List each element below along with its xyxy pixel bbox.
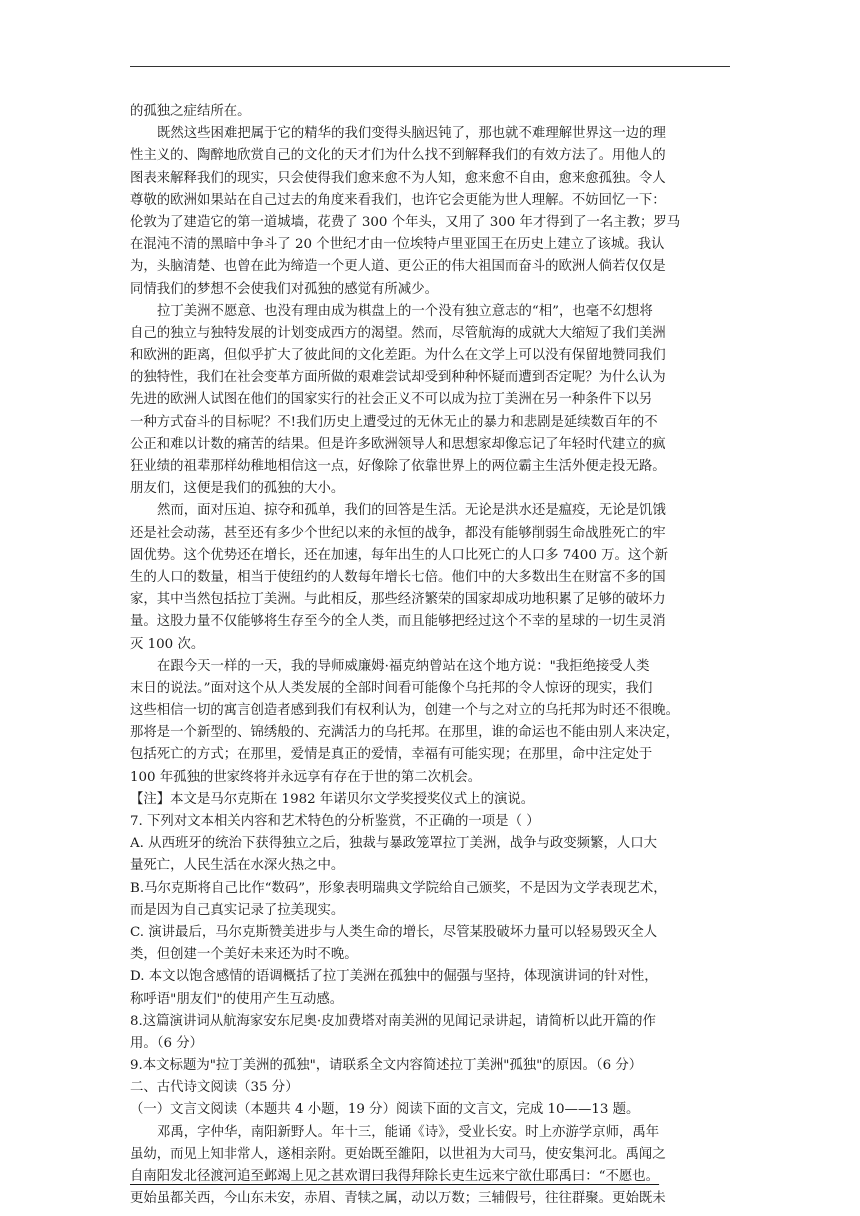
text-line: 家，其中当然包括拉丁美洲。与此相反，那些经济繁荣的国家却成功地积累了足够的破坏力	[130, 592, 666, 608]
text-line: 同情我们的梦想不会使我们对孤独的感觉有所减少。	[130, 281, 438, 297]
text-line: 而是因为自己真实记录了拉美现实。	[130, 902, 345, 918]
text-line: C. 演讲最后，马尔克斯赞美进步与人类生命的增长，尽管某股破坏力量可以轻易毁灭全人	[130, 924, 658, 940]
text-line: 9.本文标题为"拉丁美洲的孤独"，请联系全文内容简述拉丁美洲"孤独"的原因。（6 分）	[130, 1058, 643, 1074]
text-line: 用。（6 分）	[130, 1035, 204, 1051]
text-line: 公正和难以计数的痛苦的结果。但是许多欧洲领导人和思想家却像忘记了年轻时代建立的疯	[130, 436, 666, 452]
text-line: 在跟今天一样的一天，我的导师威廉姆·福克纳曾站在这个地方说："我拒绝接受人类	[157, 658, 650, 674]
text-line: 这些相信一切的寓言创造者感到我们有权利认为，创建一个与之对立的乌托邦为时还不很晚。	[130, 703, 680, 719]
text-line: 称呼语"朋友们"的使用产生互动感。	[130, 991, 344, 1007]
text-line: 100 年孤独的世家终将并永远享有存在于世的第二次机会。	[130, 769, 482, 785]
text-line: 在混沌不清的黑暗中争斗了 20 个世纪才由一位埃特卢里亚国王在历史上建立了该城。我认	[130, 237, 665, 253]
text-line: 一种方式奋斗的目标呢？不!我们历史上遭受过的无休无止的暴力和悲剧是延续数百年的不	[130, 414, 658, 430]
text-line: 拉丁美洲不愿意、也没有理由成为棋盘上的一个没有独立意志的“相”，也毫不幻想将	[157, 303, 653, 319]
text-line: 性主义的、陶醉地欣赏自己的文化的天才们为什么找不到解释我们的有效方法了。用他人的	[130, 148, 666, 164]
text-line: （一）文言文阅读（本题共 4 小题，19 分）阅读下面的文言文，完成 10——13 题。	[130, 1102, 640, 1118]
text-line: 7. 下列对文本相关内容和艺术特色的分析鉴赏，不正确的一项是（ ）	[130, 814, 540, 829]
text-line: 图表来解释我们的现实，只会使得我们愈来愈不为人知，愈来愈不自由，愈来愈孤独。令人	[130, 170, 666, 186]
text-line: 8.这篇演讲词从航海家安东尼奥·皮加费塔对南美洲的见闻记录讲起，请简析以此开篇的作	[130, 1013, 656, 1029]
text-line: 为，头脑清楚、也曾在此为缔造一个更人道、更公正的伟大祖国而奋斗的欧洲人倘若仅仅是	[130, 259, 666, 275]
text-line: B.马尔克斯将自己比作“数码”，形象表明瑞典文学院给自己颁奖，不是因为文学表现艺术，	[130, 880, 667, 896]
text-line: 【注】本文是马尔克斯在 1982 年诺贝尔文学奖授奖仪式上的演说。	[130, 791, 535, 807]
text-line: 量死亡，人民生活在水深火热之中。	[130, 858, 345, 874]
text-line: 末日的说法。”面对这个从人类发展的全部时间看可能像个乌托邦的令人惊讶的现实，我们	[130, 680, 653, 696]
text-line: 朋友们，这便是我们的孤独的大小。	[130, 481, 345, 497]
text-line: 伦敦为了建造它的第一道城墙，花费了 300 个年头，又用了 300 年才得到了一名主教；罗马	[130, 214, 681, 230]
text-line: 自己的独立与独特发展的计划变成西方的渴望。然而，尽管航海的成就大大缩短了我们美洲	[130, 325, 666, 341]
text-line: 先进的欧洲人试图在他们的国家实行的社会正义不可以成为拉丁美洲在另一种条件下以另	[130, 392, 653, 408]
text-line: 既然这些困难把属于它的精华的我们变得头脑迟钝了，那也就不难理解世界这一边的理	[157, 126, 666, 142]
text-line: 类，但创建一个美好未来还为时不晚。	[130, 947, 358, 963]
text-line: 狂业绩的祖辈那样幼稚地相信这一点，好像除了依靠世界上的两位霸主生活外便走投无路。	[130, 459, 666, 474]
text-line: 还是社会动荡，甚至还有多少个世纪以来的永恒的战争，都没有能够削弱生命战胜死亡的牢	[130, 525, 666, 541]
text-line: 和欧洲的距离，但似乎扩大了彼此间的文化差距。为什么在文学上可以没有保留地赞同我们	[130, 348, 666, 364]
text-line: 尊敬的欧洲如果站在自己过去的角度来看我们，也许它会更能为世人理解。不妨回忆一下：	[130, 192, 666, 208]
text-line: D. 本文以饱含感情的语调概括了拉丁美洲在孤独中的倔强与坚持，体现演讲词的针对性，	[130, 969, 658, 985]
text-line: 虽幼，而见上知非常人，遂相亲附。更始既至雒阳，以世祖为大司马，使安集河北。禹闻之	[130, 1146, 666, 1162]
text-line: 的孤独之症结所在。	[130, 104, 251, 119]
text-line: 包括死亡的方式；在那里，爱情是真正的爱情，幸福有可能实现；在那里，命中注定处于	[130, 747, 653, 763]
text-line: 量。这股力量不仅能够将生存至今的全人类，而且能够把经过这个不幸的星球的一切生灵消	[130, 614, 666, 630]
text-line: 的独特性，我们在社会变革方面所做的艰难尝试却受到种种怀疑而遭到否定呢？为什么认为	[130, 370, 666, 386]
header-rule	[130, 66, 730, 67]
text-line: 然而，面对压迫、掠夺和孤单，我们的回答是生活。无论是洪水还是瘟疫，无论是饥饿	[157, 503, 666, 519]
text-line: 灭 100 次。	[130, 636, 205, 652]
text-line: 更始虽都关西，今山东未安，赤眉、青犊之属，动以万数；三辅假号，往往群聚。更始既未	[130, 1191, 666, 1207]
text-line: 自南阳发北径渡河追至邺竭上见之甚欢谓曰我得拜除长吏生远来宁欲仕耶禹曰：“不愿也。	[130, 1169, 660, 1184]
text-line: 二、古代诗文阅读（35 分）	[130, 1080, 299, 1096]
text-line: 生的人口的数量，相当于使纽约的人数每年增长七倍。他们中的大多数出生在财富不多的国	[130, 569, 666, 585]
document-body	[130, 101, 730, 1210]
text-line: 邓禹，字仲华，南阳新野人。年十三，能诵《诗》，受业长安。时上亦游学京师，禹年	[157, 1124, 660, 1140]
text-line: A. 从西班牙的统治下获得独立之后，独裁与暴政笼罩拉丁美洲，战争与政变频繁，人口大	[130, 836, 658, 852]
text-line: 那将是一个新型的、锦绣般的、充满活力的乌托邦。在那里，谁的命运也不能由别人来决定，	[130, 725, 680, 741]
text-line: 固优势。这个优势还在增长，还在加速，每年出生的人口比死亡的人口多 7400 万。这个新	[130, 547, 669, 563]
